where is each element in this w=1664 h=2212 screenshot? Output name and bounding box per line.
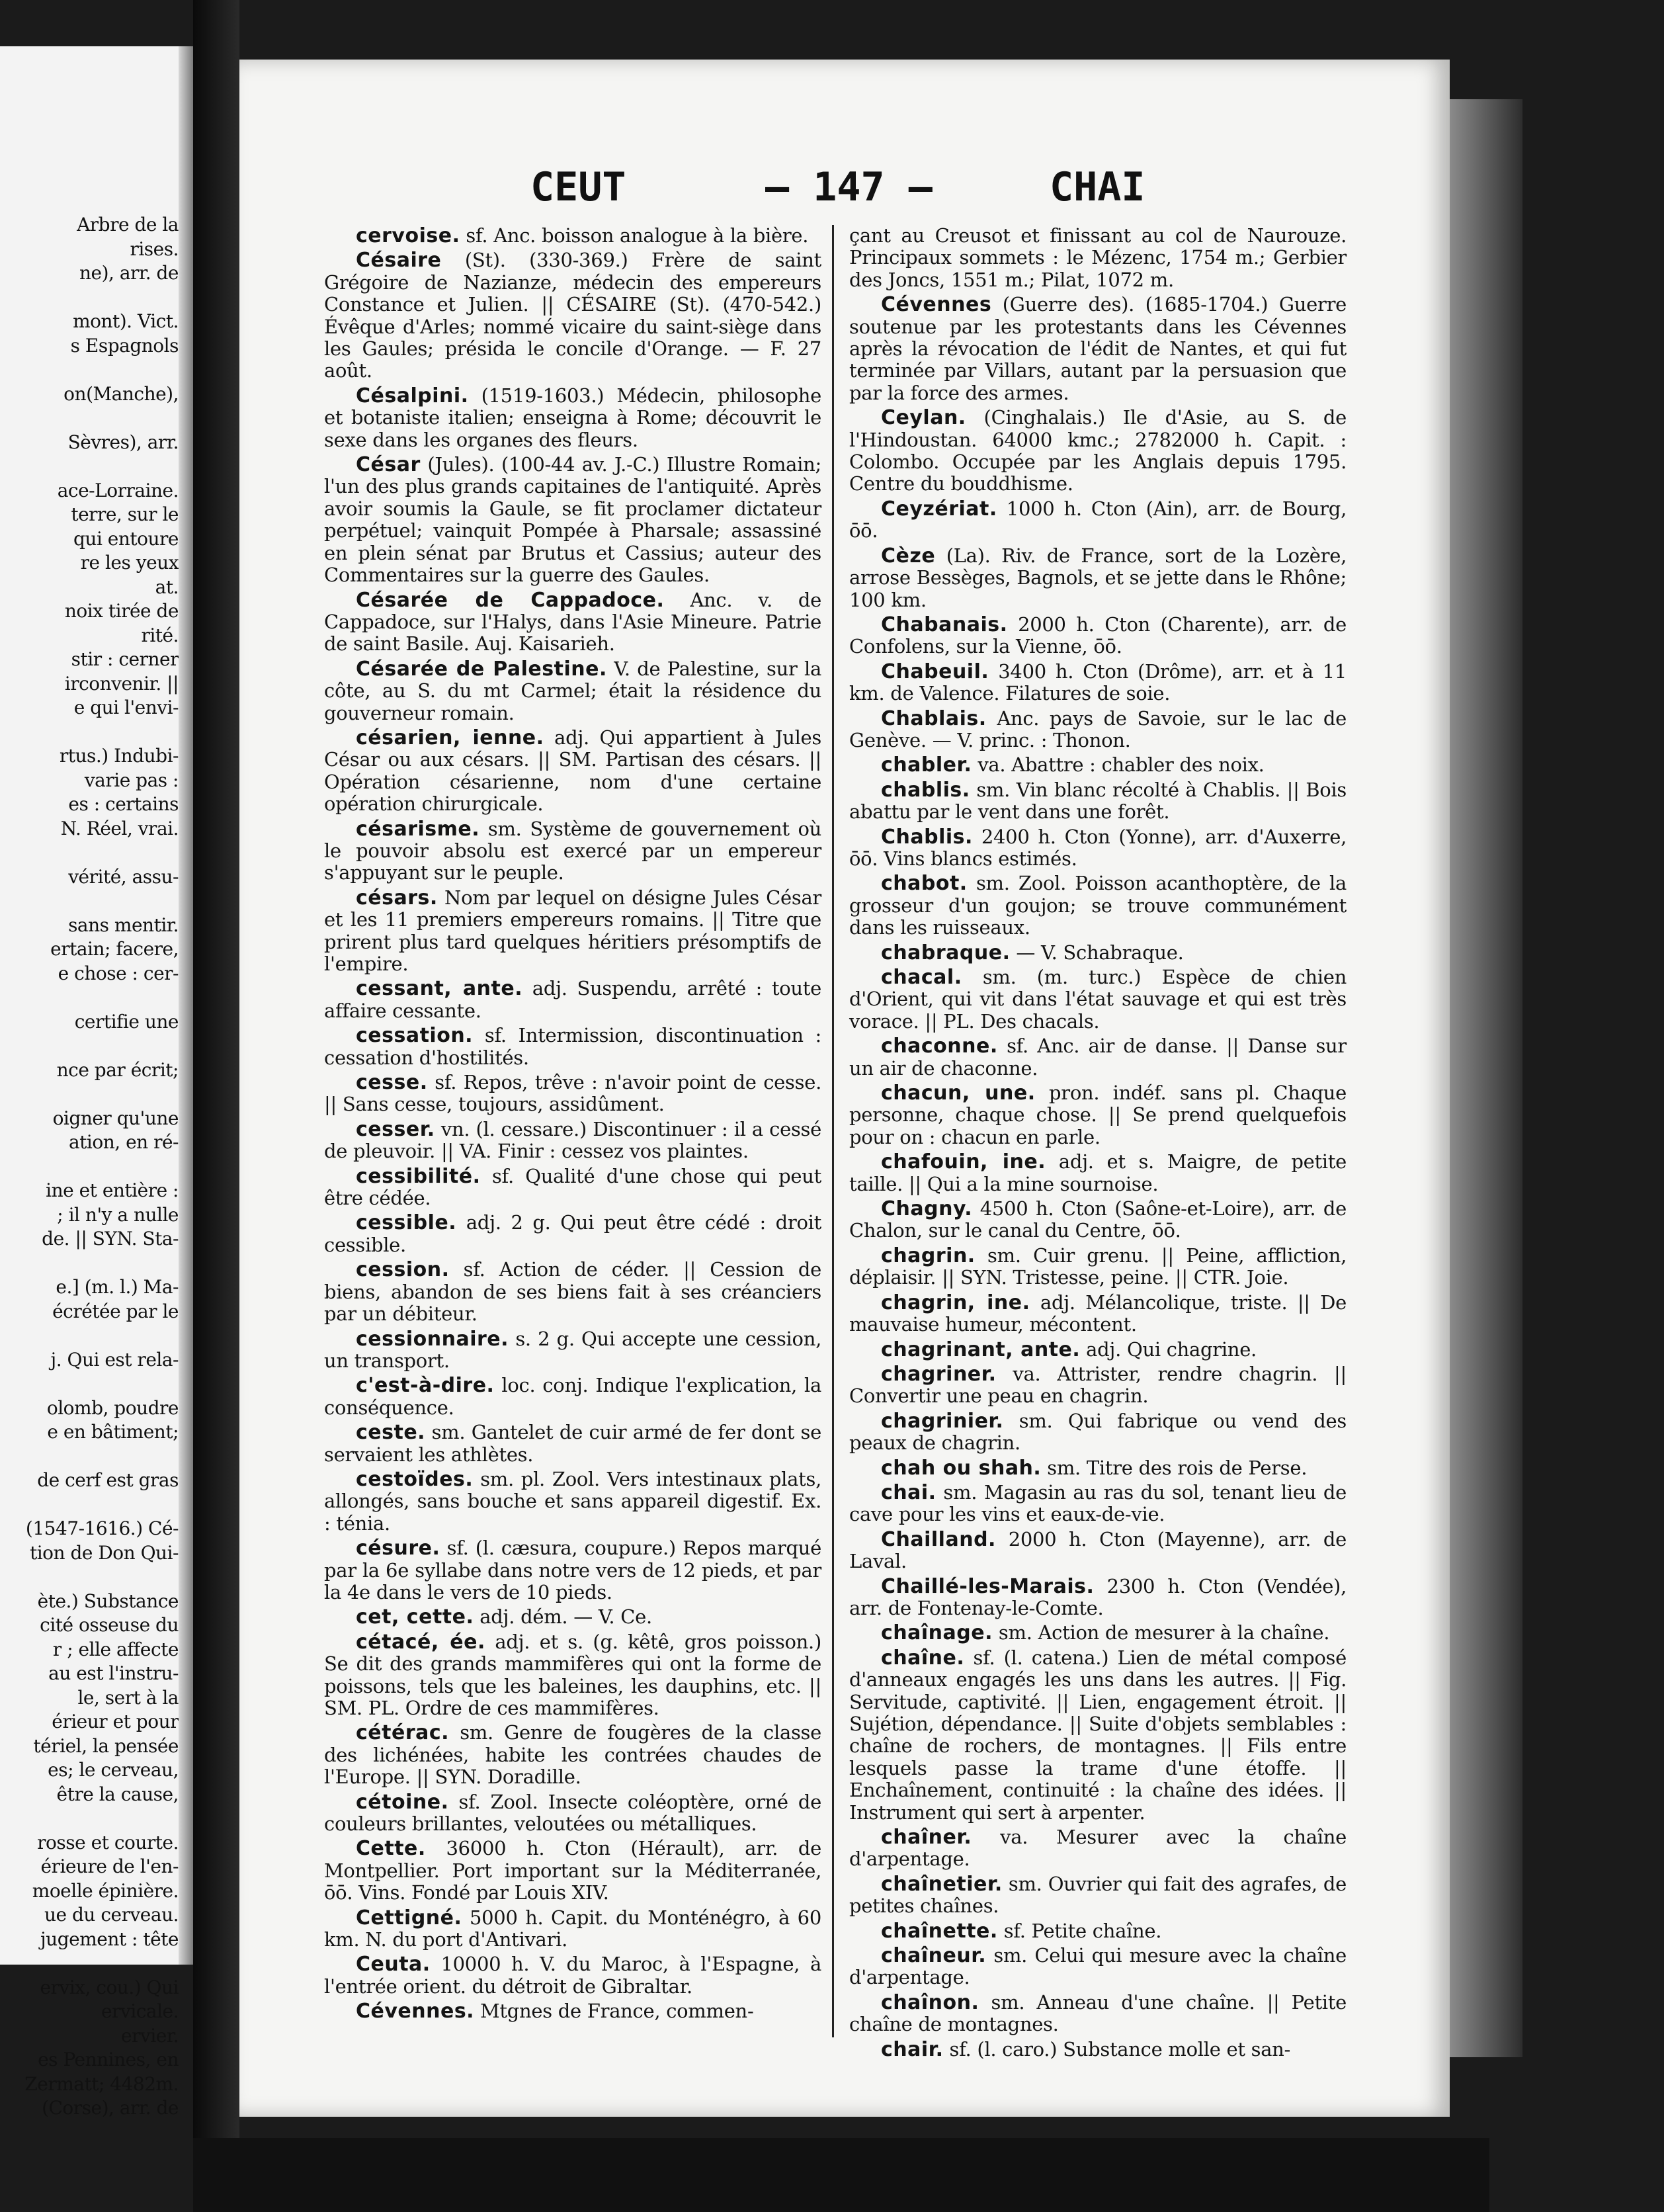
entry-definition: sm. (m. turc.) Espèce de chien d'Orient, qui vit dans l'état sauvage et qui est très vorace. || PL. Des chacals.: [849, 966, 1347, 1033]
dictionary-entry: [324, 1537, 821, 1603]
left-page-line: rosse et courte.: [37, 1831, 179, 1853]
left-page-line: au est l'instru-: [48, 1662, 179, 1684]
left-page-line: e en bâtiment;: [47, 1421, 179, 1443]
entry-headword: Cévennes.: [356, 2000, 475, 2023]
entry-definition: 36000 h. Cton (Hérault), arr. de Montpellier. Port important sur la Méditerranée, ōō. Vins. Fondé par Louis XIV.: [324, 1837, 821, 1904]
entry-definition: (Cinghalais.) Ile d'Asie, au S. de l'Hindoustan. 64000 kmc.; 2782000 h. Capit. : Colombo. Occupée par les Anglais depuis 1795. Centre du bouddhisme.: [849, 406, 1347, 495]
entry-definition: (Guerre des). (1685-1704.) Guerre soutenue par les protestants dans les Cévennes après la révocation de l'édit de Nantes, et qui fut terminée par Villars, autant par la persuasion que par la force des armes.: [849, 293, 1347, 404]
entry-definition: (1519-1603.) Médecin, philosophe et botaniste italien; enseigna à Rome; découvrit le sexe dans les organes des fleurs.: [324, 384, 821, 451]
entry-definition: vn. (l. cessare.) Discontinuer : il a cessé de pleuvoir. || VA. Finir : cessez vos plaintes.: [324, 1117, 821, 1163]
left-page-line: terre, sur le: [71, 503, 179, 525]
left-page-line: es; le cerveau,: [48, 1759, 179, 1781]
left-page-line: le, sert à la: [77, 1686, 179, 1709]
entry-definition: sf. Repos, trêve : n'avoir point de cesse. || Sans cesse, toujours, assidûment.: [324, 1071, 821, 1116]
left-page-line: rtus.) Indubi-: [59, 745, 179, 767]
left-page-line: ertain; facere,: [50, 938, 179, 960]
entry-definition: sf. Anc. air de danse. || Danse sur un air de chaconne.: [849, 1035, 1347, 1080]
dictionary-entry: [849, 1410, 1347, 1455]
left-page-line: ne), arr. de: [79, 262, 179, 284]
left-page-line: oigner qu'une: [52, 1107, 179, 1129]
entry-headword: cesse.: [356, 1071, 428, 1095]
entry-headword: chagrin, ine.: [881, 1291, 1030, 1314]
entry-headword: c'est-à-dire.: [356, 1374, 495, 1398]
dictionary-entry: [324, 1025, 821, 1069]
entry-headword: Chailland.: [881, 1527, 996, 1551]
dictionary-entry: [849, 614, 1347, 658]
entry-definition: 4500 h. Cton (Saône-et-Loire), arr. de Chalon, sur le canal du Centre, ōō.: [849, 1197, 1347, 1242]
left-page-line: e chose : cer-: [58, 962, 179, 984]
entry-definition: sm. Celui qui mesure avec la chaîne d'arpentage.: [849, 1944, 1347, 1989]
page-stack-edge: [1450, 99, 1522, 2057]
entry-headword: cestoïdes.: [356, 1467, 474, 1491]
dictionary-entry: [849, 1363, 1347, 1408]
left-page-line: r ; elle affecte: [52, 1638, 179, 1660]
entry-definition: Mtgnes de France, commen-: [474, 2000, 754, 2023]
entry-definition: sf. Zool. Insecte coléoptère, orné de couleurs brillantes, veloutées ou métalliques.: [324, 1790, 821, 1836]
entry-headword: césarisme.: [356, 817, 480, 841]
dictionary-entry: [324, 1838, 821, 1904]
entry-headword: cession.: [356, 1258, 450, 1282]
entry-definition: sm. Titre des rois de Perse.: [1041, 1456, 1308, 1479]
scan-bottom-border: [193, 2138, 1489, 2212]
entry-headword: César: [356, 453, 421, 477]
dictionary-entry: [849, 1198, 1347, 1242]
dictionary-entry: [324, 1631, 821, 1720]
left-page-line: ervicale.: [101, 2000, 179, 2022]
entry-headword: chagriner.: [881, 1362, 997, 1386]
entry-headword: cessation.: [356, 1024, 474, 1048]
entry-definition: sm. Action de mesurer à la chaîne.: [993, 1621, 1330, 1644]
entry-definition: sf. Intermission, discontinuation : cessation d'hostilités.: [324, 1024, 821, 1069]
left-page-line: es Pennines, en: [38, 2049, 179, 2070]
entry-headword: Chabanais.: [881, 613, 1008, 636]
entry-definition: 10000 h. V. du Maroc, à l'Espagne, à l'entrée orient. du détroit de Gibraltar.: [324, 1953, 821, 1998]
dictionary-entry: [849, 1992, 1347, 2036]
dictionary-entry: [324, 1606, 821, 1628]
entry-headword: Césaire: [356, 249, 442, 273]
left-page-line: certifie une: [74, 1010, 179, 1033]
entry-headword: chaînage.: [881, 1621, 993, 1645]
entry-headword: cet, cette.: [356, 1605, 474, 1629]
entry-definition: sm. pl. Zool. Vers intestinaux plats, allongés, sans bouche et sans appareil digestif. Ex. : ténia.: [324, 1467, 821, 1535]
entry-definition: adj. Qui appartient à Jules César ou aux césars. || SM. Partisan des césars. || Opération césarienne, nom d'une certaine opération chirurgicale.: [324, 726, 821, 816]
entry-definition: (Jules). (100-44 av. J.-C.) Illustre Romain; l'un des plus grands capitaines de l'antiquité. Après avoir soumis la Gaule, se fit proclamer dictateur perpétuel; vainquit Pompée à Pharsale; assassiné en plein sénat par Brutus et Cassius; auteur des Commentaires sur la guerre des Gaules.: [324, 453, 821, 587]
left-page-line: ace-Lorraine.: [57, 479, 179, 501]
dictionary-entry: [324, 1791, 821, 1836]
left-page-line: s Espagnols: [70, 334, 179, 357]
entry-headword: césure.: [356, 1537, 440, 1560]
entry-headword: césars.: [356, 886, 438, 910]
entry-definition: sf. (l. catena.) Lien de métal composé d'anneaux engagés les uns dans les autres. || Fig. Servitude, captivité. || Lien, engagement étroit. || Sujétion, dépendance. || Suite d'objets semblables : chaîne de rochers, de montagnes. || Fils entre lesquels passe la trame d'une étoffe. || Enchaînement, continuité : la chaîne des idées. || Instrument qui sert à arpenter.: [849, 1646, 1347, 1824]
left-page-line: (1547-1616.) Cé-: [25, 1517, 179, 1539]
entry-definition: adj. et s. (g. kêtê, gros poisson.) Se dit des grands mammifères qui ont la forme de poissons, tels que les baleines, les dauphins, etc. || SM. PL. Ordre de ces mammifères.: [324, 1630, 821, 1719]
entry-headword: chabraque.: [881, 941, 1011, 964]
left-page-line: olomb, poudre: [46, 1396, 179, 1419]
entry-headword: chaîneur.: [881, 1944, 987, 1968]
left-page-line: ation, en ré-: [68, 1131, 179, 1153]
entry-definition: va. Mesurer avec la chaîne d'arpentage.: [849, 1826, 1347, 1871]
left-page-line: tériel, la pensée: [33, 1734, 179, 1757]
entry-headword: chacal.: [881, 966, 962, 989]
entry-definition: 5000 h. Capit. du Monténégro, à 60 km. N. du port d'Antivari.: [324, 1906, 821, 1951]
dictionary-entry: [849, 1945, 1347, 1989]
entry-definition: Nom par lequel on désigne Jules César et les 11 premiers empereurs romains. || Titre que prirent plus tard quelques héritiers présomptifs de l'empire.: [324, 886, 821, 975]
dictionary-entry: [849, 872, 1347, 939]
entry-definition: V. de Palestine, sur la côte, au S. du mt Carmel; était la résidence du gouverneur romain.: [324, 657, 821, 724]
entry-headword: chabot.: [881, 872, 968, 896]
left-page-line: rises.: [130, 237, 179, 260]
entry-headword: césarien, ienne.: [356, 726, 544, 749]
entry-definition: 2000 h. Cton (Mayenne), arr. de Laval.: [849, 1527, 1347, 1573]
entry-headword: chaconne.: [881, 1035, 998, 1058]
entry-headword: Ceylan.: [881, 406, 966, 430]
dictionary-entry: [324, 1212, 821, 1256]
entry-headword: chablis.: [881, 778, 970, 802]
left-page-line: cité osseuse du: [40, 1614, 179, 1636]
dictionary-entry: [849, 661, 1347, 705]
left-page-line: on(Manche),: [63, 382, 179, 405]
entry-definition: sf. Action de céder. || Cession de biens, abandon de ses biens fait à ses créanciers par un débiteur.: [324, 1258, 821, 1326]
left-page-line: ervier.: [120, 2024, 179, 2047]
left-page-line: rité.: [141, 624, 179, 646]
dictionary-entry: [849, 1920, 1347, 1942]
entry-definition: sm. Cuir grenu. || Peine, affliction, déplaisir. || SYN. Tristesse, peine. || CTR. Joie.: [849, 1244, 1347, 1289]
dictionary-entry: [849, 225, 1347, 291]
left-page-line: écrétée par le: [52, 1300, 179, 1322]
dictionary-entry: [324, 1375, 821, 1419]
entry-definition: sm. Ouvrier qui fait des agrafes, de petites chaînes.: [849, 1872, 1347, 1918]
dictionary-entry: [849, 1529, 1347, 1573]
entry-headword: Cèze: [881, 544, 936, 568]
entry-definition: sm. Zool. Poisson acanthoptère, de la grosseur d'un goujon; se trouve communément dans les ruisseaux.: [849, 872, 1347, 939]
entry-definition: adj. Mélancolique, triste. || De mauvaise humeur, mécontent.: [849, 1291, 1347, 1336]
left-page-edge: [179, 46, 193, 1965]
left-page-line: nce par écrit;: [56, 1058, 179, 1081]
left-page-line: Zermatt; 4482m.: [24, 2072, 179, 2095]
entry-headword: cesser.: [356, 1117, 435, 1141]
dictionary-entry: [849, 1151, 1347, 1195]
entry-headword: chai.: [881, 1480, 936, 1504]
entry-headword: chaînetier.: [881, 1872, 1003, 1896]
left-page-line: ; il n'y a nulle: [57, 1203, 179, 1226]
dictionary-entry: [324, 1328, 821, 1373]
dictionary-entry: [324, 589, 821, 656]
column-divider: [832, 225, 834, 2037]
entry-definition: sm. Système de gouvernement où le pouvoir absolu est exercé par un empereur s'appuyant sur le peuple.: [324, 817, 821, 884]
left-page-line: (Corse), arr. de: [42, 2097, 179, 2119]
entry-headword: chagrinier.: [881, 1409, 1004, 1433]
entry-definition: sf. (l. caro.) Substance molle et san-: [943, 2037, 1291, 2061]
dictionary-entry: [324, 1907, 821, 1951]
dictionary-entry: [324, 1468, 821, 1535]
entry-definition: sf. Qualité d'une chose qui peut être cédée.: [324, 1164, 821, 1210]
entry-definition: adj. dém. — V. Ce.: [474, 1605, 652, 1629]
dictionary-entry: [849, 1622, 1347, 1644]
dictionary-entry: [324, 1166, 821, 1210]
dictionary-entry: [849, 754, 1347, 776]
left-page-line: re les yeux: [80, 552, 179, 574]
left-page-line: N. Réel, vrai.: [60, 817, 179, 839]
entry-definition: 2300 h. Cton (Vendée), arr. de Fontenay-le-Comte.: [849, 1574, 1347, 1619]
dictionary-entry: [324, 818, 821, 884]
dictionary-entry: [849, 942, 1347, 964]
left-page-line: Arbre de la: [77, 214, 179, 235]
left-page-line: être la cause,: [56, 1783, 179, 1805]
entry-headword: chaîner.: [881, 1826, 972, 1850]
dictionary-entry: [324, 249, 821, 382]
dictionary-entry: [324, 1072, 821, 1116]
left-page-line: qui entoure: [73, 527, 179, 550]
dictionary-entry: [849, 1339, 1347, 1361]
entry-headword: Chaillé-les-Marais.: [881, 1574, 1095, 1598]
entry-definition: Anc. v. de Cappadoce, sur l'Halys, dans l'Asie Mineure. Patrie de saint Basile. Auj. Kaisarieh.: [324, 588, 821, 656]
left-page-line: at.: [155, 575, 179, 598]
page-number: — 147 —: [765, 164, 933, 210]
entry-headword: chafouin, ine.: [881, 1150, 1046, 1174]
dictionary-entry: [324, 225, 821, 247]
left-page-line: érieur et pour: [52, 1711, 179, 1732]
entry-headword: chah ou shah.: [881, 1456, 1042, 1480]
dictionary-entry: [324, 385, 821, 451]
entry-definition: va. Abattre : chabler des noix.: [972, 753, 1265, 777]
left-page-line: e qui l'envi-: [73, 697, 179, 718]
dictionary-entry: [849, 498, 1347, 542]
binding-gutter: [193, 0, 239, 2212]
dictionary-entry: [849, 1826, 1347, 1871]
right-column: [849, 225, 1347, 2063]
left-page-line: érieure de l'en-: [40, 1855, 179, 1877]
dictionary-entry: [324, 1722, 821, 1788]
entry-headword: cervoise.: [356, 224, 460, 247]
dictionary-entry: [849, 779, 1347, 824]
entry-headword: Césarée de Cappadoce.: [356, 588, 665, 612]
entry-definition: sf. (l. cæsura, coupure.) Repos marqué par la 6e syllabe dans notre vers de 12 pieds, et par la 4e dans le vers de 10 pieds.: [324, 1537, 821, 1603]
entry-definition: adj. 2 g. Qui peut être cédé : droit cessible.: [324, 1211, 821, 1256]
entry-definition: 2400 h. Cton (Yonne), arr. d'Auxerre, ōō. Vins blancs estimés.: [849, 825, 1347, 870]
entry-headword: Chablis.: [881, 825, 973, 849]
left-column: [324, 225, 821, 2025]
left-page-line: j. Qui est rela-: [50, 1348, 179, 1371]
left-page-line: tion de Don Qui-: [29, 1541, 179, 1564]
entry-headword: chaîne.: [881, 1646, 965, 1670]
entry-definition: (St). (330-369.) Frère de saint Grégoire de Nazianze, médecin des empereurs Constance et Julien. || CÉSAIRE (St). (470-542.) Évêque d'Arles; nommé vicaire du saint-siège dans les Gaules; présida le concile d'Orange. — F. 27 août.: [324, 249, 821, 382]
left-page-line: de. || SYN. Sta-: [42, 1228, 179, 1250]
entry-headword: Ceuta.: [356, 1953, 431, 1977]
dictionary-entry: [849, 1576, 1347, 1620]
dictionary-entry: [324, 727, 821, 816]
left-page-line: ervix, cou.) Qui: [40, 1976, 179, 1998]
entry-definition: sm. Magasin au ras du sol, tenant lieu de cave pour les vins et eaux-de-vie.: [849, 1480, 1347, 1526]
left-page-line: sans mentir.: [68, 914, 179, 936]
entry-definition: loc. conj. Indique l'explication, la conséquence.: [324, 1374, 821, 1419]
left-page-line: mont). Vict.: [73, 310, 179, 332]
left-page-line: jugement : tête: [40, 1928, 179, 1950]
dictionary-entry: [324, 1422, 821, 1466]
dictionary-entry: [849, 1482, 1347, 1526]
header-last-word: CHAI: [1050, 164, 1145, 210]
dictionary-entry: [849, 545, 1347, 611]
left-page-line: de cerf est gras: [37, 1469, 179, 1491]
left-page-line: noix tirée de: [64, 600, 179, 622]
dictionary-entry: [849, 708, 1347, 752]
left-page-line: irconvenir. ||: [64, 672, 179, 695]
entry-headword: Chablais.: [881, 706, 987, 730]
dictionary-entry: [324, 1953, 821, 1998]
header-first-word: CEUT: [530, 164, 626, 210]
dictionary-entry: [849, 1292, 1347, 1336]
entry-definition: sm. Anneau d'une chaîne. || Petite chaîne de montagnes.: [849, 1990, 1347, 2036]
entry-definition: adj. Suspendu, arrêté : toute affaire cessante.: [324, 977, 821, 1022]
entry-definition: sm. Qui fabrique ou vend des peaux de chagrin.: [849, 1409, 1347, 1455]
dictionary-page: [239, 60, 1450, 2117]
entry-headword: cessionnaire.: [356, 1327, 509, 1351]
left-page-line: varie pas :: [84, 769, 179, 791]
dictionary-entry: [324, 1119, 821, 1163]
left-page-line: stir : cerner: [71, 648, 179, 670]
left-page-line: ète.) Substance: [37, 1590, 179, 1612]
entry-definition: sm. Genre de fougères de la classe des lichénées, habite les contrées chaudes de l'Europe. || SYN. Doradille.: [324, 1721, 821, 1789]
running-header: [239, 164, 1450, 217]
dictionary-entry: [324, 454, 821, 586]
entry-headword: cétacé, ée.: [356, 1630, 485, 1654]
entry-definition: Anc. pays de Savoie, sur le lac de Genève. — V. princ. : Thonon.: [849, 706, 1347, 751]
left-page-line: e.] (m. l.) Ma-: [56, 1276, 179, 1298]
left-page-line: ue du cerveau.: [44, 1904, 179, 1926]
entry-definition: adj. Qui chagrine.: [1080, 1338, 1257, 1361]
dictionary-entry: [849, 826, 1347, 871]
dictionary-entry: [849, 1647, 1347, 1824]
entry-definition: sm. Gantelet de cuir armé de fer dont se servaient les athlètes.: [324, 1421, 821, 1466]
left-page-line: ine et entière :: [46, 1179, 179, 1201]
dictionary-entry: [849, 1873, 1347, 1918]
entry-headword: Césalpini.: [356, 384, 469, 407]
entry-definition: çant au Creusot et finissant au col de Naurouze. Principaux sommets : le Mézenc, 1754 m.; Gerbier des Joncs, 1551 m.; Pilat, 1072 m.: [849, 224, 1347, 291]
entry-definition: 2000 h. Cton (Charente), arr. de Confolens, sur la Vienne, ōō.: [849, 613, 1347, 658]
entry-headword: Césarée de Palestine.: [356, 657, 607, 681]
entry-headword: chacun, une.: [881, 1082, 1036, 1105]
entry-headword: Chagny.: [881, 1197, 973, 1221]
entry-definition: — V. Schabraque.: [1010, 941, 1184, 964]
dictionary-entry: [849, 1082, 1347, 1148]
left-page-line: vérité, assu-: [68, 865, 179, 888]
entry-headword: Cévennes: [881, 293, 992, 317]
entry-headword: Cette.: [356, 1837, 426, 1861]
dictionary-entry: [849, 1245, 1347, 1289]
entry-definition: adj. et s. Maigre, de petite taille. || Qui a la mine sournoise.: [849, 1150, 1347, 1195]
dictionary-entry: [324, 1259, 821, 1325]
entry-headword: ceste.: [356, 1421, 426, 1445]
entry-definition: pron. indéf. sans pl. Chaque personne, chaque chose. || Se prend quelquefois pour on : chacun en parle.: [849, 1082, 1347, 1148]
entry-definition: sf. Petite chaîne.: [997, 1919, 1162, 1942]
entry-definition: 3400 h. Cton (Drôme), arr. et à 11 km. de Valence. Filatures de soie.: [849, 659, 1347, 705]
dictionary-entry: [849, 1035, 1347, 1080]
dictionary-entry: [849, 1457, 1347, 1479]
entry-headword: cessible.: [356, 1211, 457, 1235]
entry-headword: chagrinant, ante.: [881, 1338, 1081, 1361]
dictionary-entry: [849, 294, 1347, 404]
dictionary-entry: [324, 2000, 821, 2022]
entry-headword: chabler.: [881, 753, 972, 777]
entry-headword: chaînon.: [881, 1990, 979, 2014]
entry-headword: chair.: [881, 2037, 944, 2061]
entry-definition: sf. Anc. boisson analogue à la bière.: [460, 224, 809, 247]
left-page-line: moelle épinière.: [32, 1879, 179, 1902]
entry-headword: cessibilité.: [356, 1164, 481, 1188]
left-page-fragment: [0, 46, 193, 2119]
left-page-line: Sèvres), arr.: [67, 431, 179, 453]
entry-headword: cétoine.: [356, 1790, 449, 1814]
dictionary-entry: [324, 658, 821, 724]
entry-headword: cessant, ante.: [356, 977, 523, 1001]
entry-definition: (La). Riv. de France, sort de la Lozère, arrose Bessèges, Bagnols, et se jette dans le Rhône; 100 km.: [849, 544, 1347, 611]
entry-definition: 1000 h. Cton (Ain), arr. de Bourg, ōō.: [849, 497, 1347, 542]
entry-headword: Ceyzériat.: [881, 497, 997, 521]
dictionary-entry: [324, 978, 821, 1022]
entry-headword: Chabeuil.: [881, 659, 989, 683]
entry-definition: va. Attrister, rendre chagrin. || Convertir une peau en chagrin.: [849, 1362, 1347, 1408]
entry-headword: cétérac.: [356, 1721, 450, 1745]
entry-headword: Cettigné.: [356, 1906, 462, 1930]
dictionary-entry: [849, 2039, 1347, 2061]
entry-definition: sm. Vin blanc récolté à Chablis. || Bois abattu par le vent dans une forêt.: [849, 778, 1347, 824]
entry-headword: chaînette.: [881, 1919, 998, 1943]
dictionary-entry: [849, 966, 1347, 1033]
entry-headword: chagrin.: [881, 1244, 976, 1267]
entry-definition: s. 2 g. Qui accepte une cession, un transport.: [324, 1327, 821, 1372]
left-page-line: es : certains: [68, 793, 179, 815]
dictionary-entry: [849, 407, 1347, 495]
dictionary-entry: [324, 887, 821, 976]
